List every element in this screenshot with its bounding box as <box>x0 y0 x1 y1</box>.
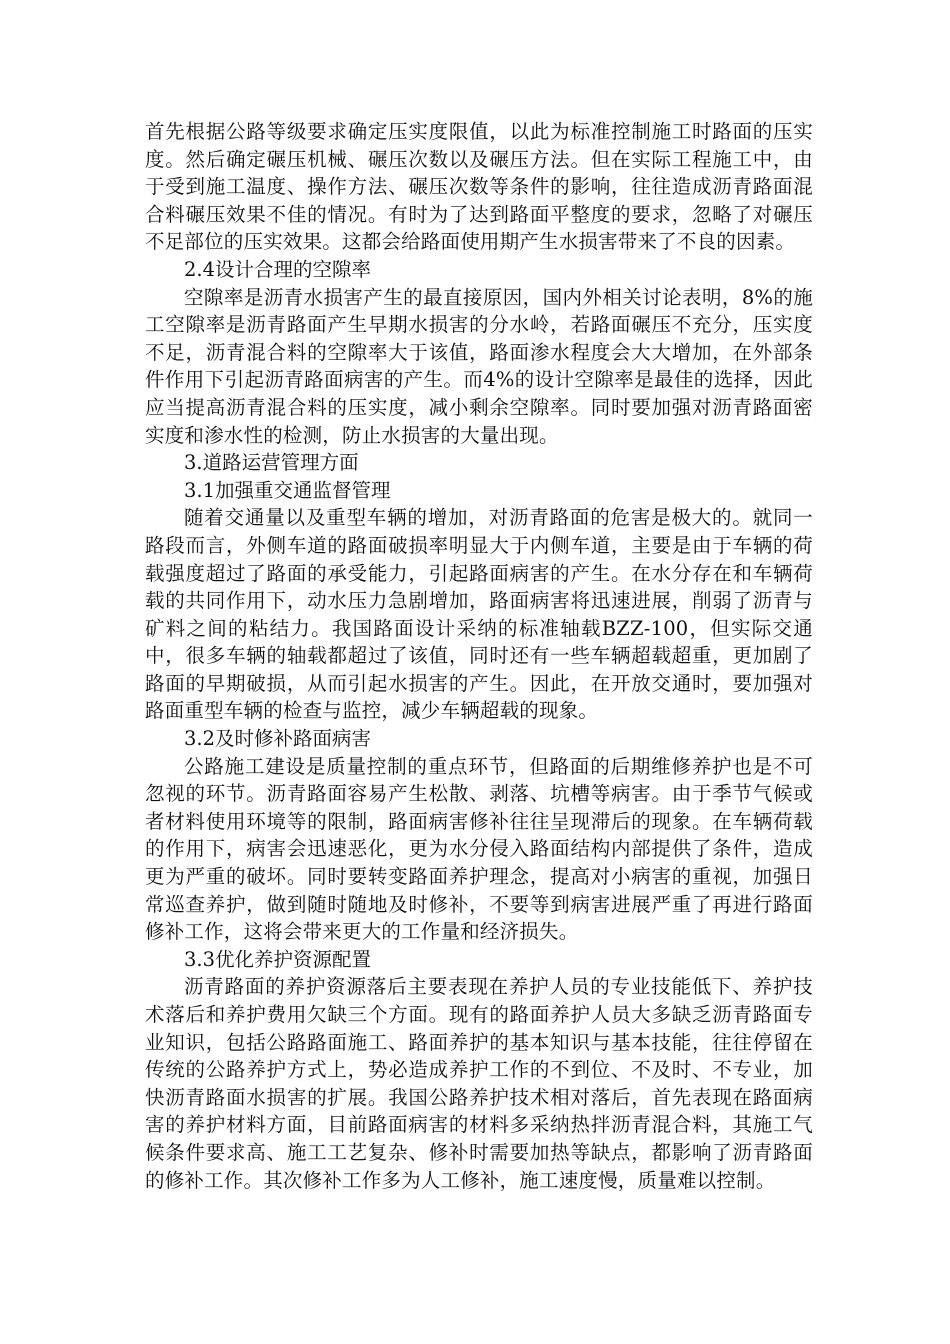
heading-3-2: 3.2及时修补路面病害 <box>184 727 372 751</box>
paragraph-heavy-traffic: 随着交通量以及重型车辆的增加，对沥青路面的危害是极大的。就同一路段而言，外侧车道的路面破损率明显大于内侧车道，主要是由于车辆的荷载强度超过了路面的承受能力，引起路面病害的产生。在水分存在和车辆荷载的共同作用下，动水压力急剧增加，路面病害将迅速进展，削弱了沥青与矿料之间的粘结力。我国路面设计采纳的标准轴载BZZ-100，但实际交通中，很多车辆的轴载都超过了该值，同时还有一些车辆超载超重，更加剧了路面的早期破损，从而引起水损害的产生。因此，在开放交通时，要加强对路面重型车辆的检查与监控，减少车辆超载的现象。 <box>145 506 813 723</box>
paragraph-maintenance-resources: 沥青路面的养护资源落后主要表现在养护人员的专业技能低下、养护技术落后和养护费用欠缺三个方面。现有的路面养护人员大多缺乏沥青路面专业知识，包括公路路面施工、路面养护的基本知识与基本技能，往往停留在传统的公路养护方式上，势必造成养护工作的不到位、不及时、不专业，加快沥青路面水损害的扩展。我国公路养护技术相对落后，首先表现在路面病害的养护材料方面，目前路面病害的材料多采纳热拌沥青混合料，其施工气候条件要求高、施工工艺复杂、修补时需要加热等缺点，都影响了沥青路面的修补工作。其次修补工作多为人工修补，施工速度慢，质量难以控制。 <box>145 975 813 1192</box>
paragraph-timely-repair: 公路施工建设是质量控制的重点环节，但路面的后期维修养护也是不可忽视的环节。沥青路面容易产生松散、剥落、坑槽等病害。由于季节气候或者材料使用环境等的限制，路面病害修补往往呈现滞后的现象。在车辆荷载的作用下，病害会迅速恶化，更为水分侵入路面结构内部提供了条件，造成更为严重的破坏。同时要转变路面养护理念，提高对小病害的重视，加强日常巡查养护，做到随时随地及时修补，不要等到病害进展严重了再进行路面修补工作，这将会带来更大的工作量和经济损失。 <box>145 754 813 944</box>
paragraph-void-ratio: 空隙率是沥青水损害产生的最直接原因，国内外相关讨论表明，8%的施工空隙率是沥青路面产生早期水损害的分水岭，若路面碾压不充分，压实度不足，沥青混合料的空隙率大于该值，路面渗水程度会大大增加，在外部条件作用下引起沥青路面病害的产生。而4%的设计空隙率是最佳的选择，因此应当提高沥青混合料的压实度，减小剩余空隙率。同时要加强对沥青路面密实度和渗水性的检测，防止水损害的大量出现。 <box>145 285 813 447</box>
paragraph-compaction-control: 首先根据公路等级要求确定压实度限值，以此为标准控制施工时路面的压实度。然后确定碾压机械、碾压次数以及碾压方法。但在实际工程施工中，由于受到施工温度、操作方法、碾压次数等条件的影响，往往造成沥青路面混合料碾压效果不佳的情况。有时为了达到路面平整度的要求，忽略了对碾压不足部位的压实效果。这都会给路面使用期产生水损害带来了不良的因素。 <box>145 120 813 254</box>
document-page <box>145 118 813 1194</box>
heading-2-4: 2.4设计合理的空隙率 <box>184 257 372 281</box>
heading-3-3: 3.3优化养护资源配置 <box>184 947 372 971</box>
heading-3: 3.道路运营管理方面 <box>184 451 359 475</box>
heading-3-1: 3.1加强重交通监督管理 <box>184 478 391 502</box>
